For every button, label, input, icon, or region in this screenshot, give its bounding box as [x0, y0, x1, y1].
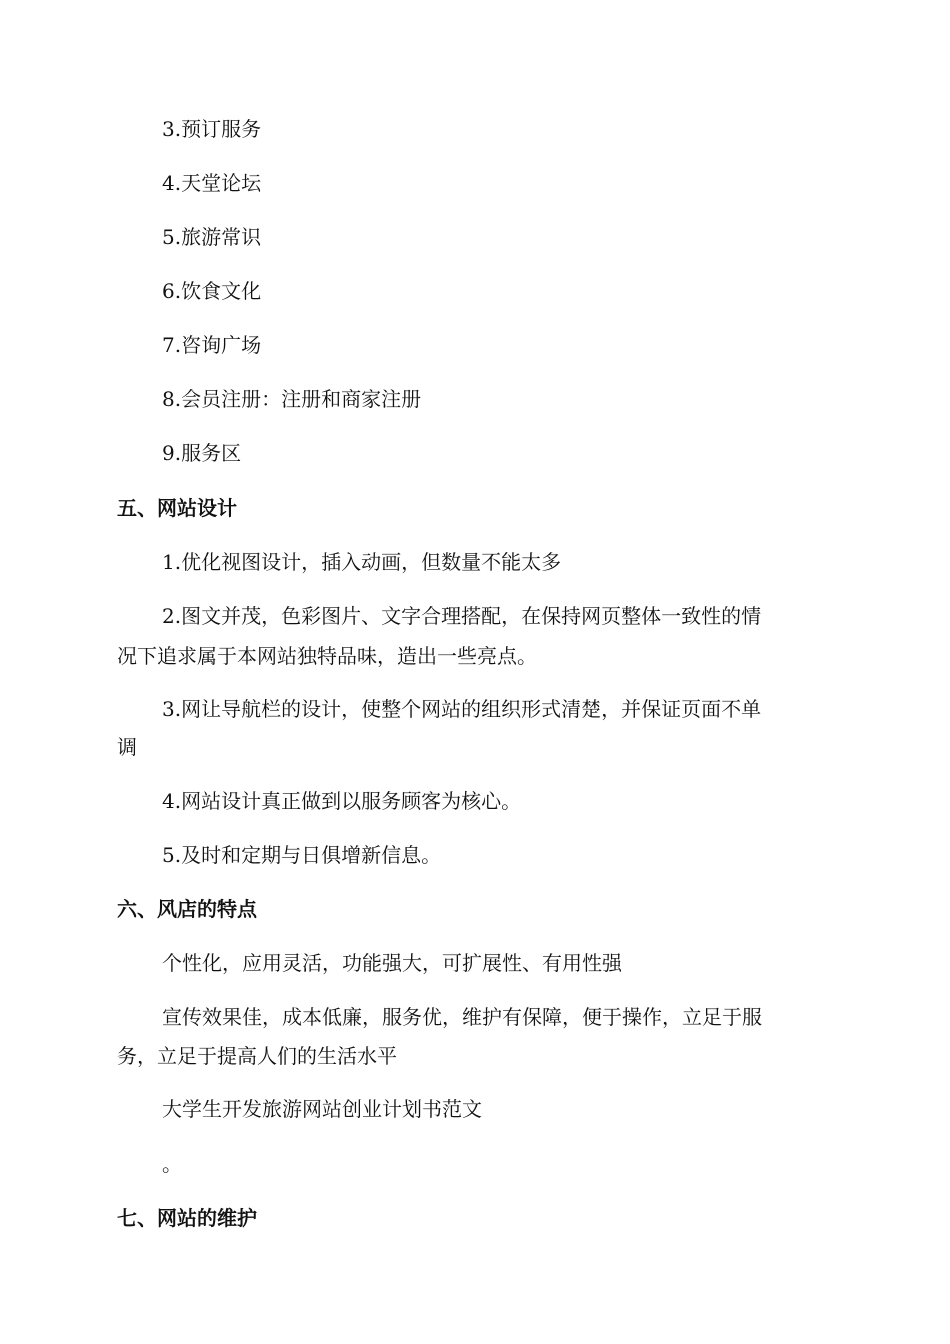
section-heading-maintenance: 七、网站的维护 [117, 1206, 257, 1230]
list-item-travel-tips: 5.旅游常识 [162, 225, 262, 249]
section-heading-website-design: 五、网站设计 [117, 496, 237, 520]
paragraph-features-4: 。 [162, 1152, 182, 1176]
paragraph-design-1: 1.优化视图设计，插入动画，但数量不能太多 [162, 550, 562, 574]
paragraph-design-3-line2: 调 [117, 735, 137, 759]
list-item-booking: 3.预订服务 [162, 117, 262, 141]
paragraph-features-1: 个性化，应用灵活，功能强大，可扩展性、有用性强 [162, 951, 622, 975]
paragraph-features-2-line1: 宣传效果佳，成本低廉，服务优，维护有保障，便于操作，立足于服 [162, 1005, 762, 1029]
list-item-service-area: 9.服务区 [162, 441, 242, 465]
paragraph-design-2-line1: 2.图文并茂，色彩图片、文字合理搭配，在保持网页整体一致性的情 [162, 604, 762, 628]
section-heading-features: 六、风店的特点 [117, 897, 257, 921]
list-item-member-register: 8.会员注册：注册和商家注册 [162, 387, 422, 411]
paragraph-features-2-line2: 务，立足于提高人们的生活水平 [117, 1044, 397, 1068]
paragraph-features-3: 大学生开发旅游网站创业计划书范文 [162, 1097, 482, 1121]
list-item-food-culture: 6.饮食文化 [162, 279, 262, 303]
list-item-consult: 7.咨询广场 [162, 333, 262, 357]
list-item-forum: 4.天堂论坛 [162, 171, 262, 195]
paragraph-design-5: 5.及时和定期与日俱增新信息。 [162, 843, 442, 867]
paragraph-design-3-line1: 3.网让导航栏的设计，使整个网站的组织形式清楚，并保证页面不单 [162, 697, 762, 721]
paragraph-design-2-line2: 况下追求属于本网站独特品味，造出一些亮点。 [117, 644, 537, 668]
paragraph-design-4: 4.网站设计真正做到以服务顾客为核心。 [162, 789, 522, 813]
